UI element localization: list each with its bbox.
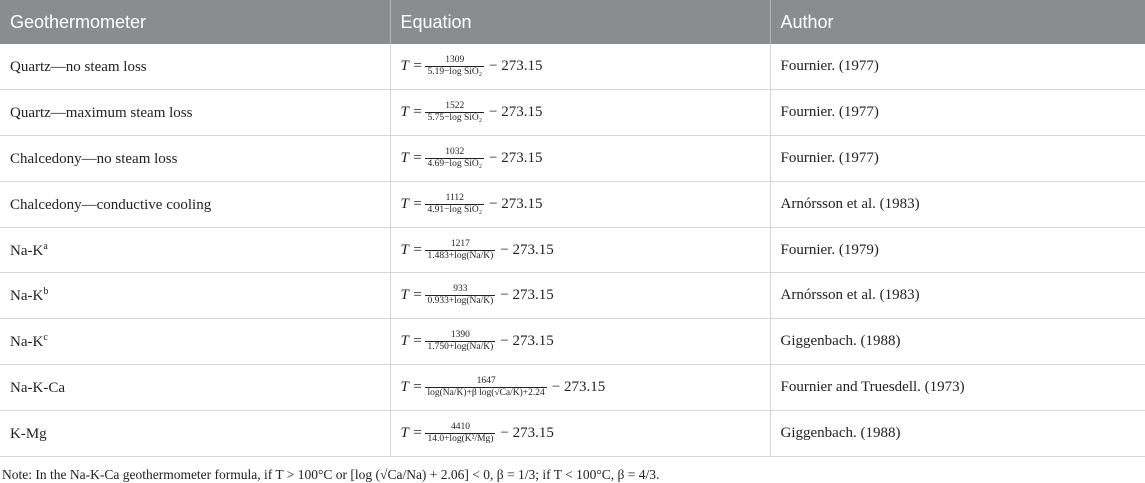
- equation-cell: [390, 273, 770, 319]
- header-author: Author: [780, 11, 834, 32]
- equation-numerator: 1522: [445, 101, 465, 112]
- equation-cell: [390, 44, 770, 90]
- equation-denominator: 4.91−log SiO₂: [427, 204, 483, 215]
- equation-denominator: 0.933+log(Na/K): [427, 296, 494, 307]
- geothermometer-name: Na-K: [10, 334, 44, 351]
- author-cell: Arnórsson et al. (1983): [770, 181, 1145, 227]
- equation-denominator: 5.19−log SiO₂: [427, 67, 483, 78]
- table-note: Note: In the Na-K-Ca geothermometer formula, if T > 100°C or [log (√Ca/Na) + 2.06] < 0, β = 1/3; if T < 100°C, β = 4/3.: [2, 466, 660, 482]
- geothermometer-name: Quartz—maximum steam loss: [10, 105, 193, 122]
- equation-denominator: 5.75−log SiO₂: [427, 113, 483, 124]
- equation-denominator: log(Na/K)+β log(√Ca/K)+2.24: [427, 387, 545, 398]
- equation-offset: − 273.15: [489, 149, 543, 166]
- author-cell: Fournier. (1977): [770, 136, 1145, 182]
- geothermometer-cell: [0, 44, 390, 90]
- equation-cell: [390, 90, 770, 136]
- equation-lhs: T =: [400, 287, 423, 304]
- equation-cell: [390, 136, 770, 182]
- equation-lhs: T =: [400, 58, 423, 75]
- author-cell: Giggenbach. (1988): [770, 319, 1145, 365]
- equation-cell: [390, 365, 770, 411]
- equation-numerator: 933: [453, 284, 468, 295]
- equation-offset: − 273.15: [551, 378, 606, 395]
- author-cell: Fournier. (1979): [770, 227, 1145, 273]
- table-row: [0, 136, 1145, 182]
- equation-fraction: [425, 55, 484, 78]
- equation-cell: [390, 227, 770, 273]
- equation-offset: − 273.15: [500, 241, 554, 258]
- equation-cell: [390, 319, 770, 365]
- equation-lhs: T =: [400, 104, 423, 121]
- equation-fraction: [425, 239, 495, 262]
- equation-denominator: 14.0+log(K²/Mg): [427, 433, 494, 444]
- author-cell: Fournier. (1977): [770, 90, 1145, 136]
- equation-numerator: 1390: [450, 330, 470, 341]
- equation-offset: − 273.15: [489, 195, 543, 212]
- footnote-marker: c: [43, 332, 48, 344]
- equation-fraction: [425, 101, 484, 124]
- geothermometer-cell: [0, 227, 390, 273]
- geothermometer-cell: [0, 136, 390, 182]
- equation-numerator: 1032: [445, 146, 465, 157]
- equation-cell: [390, 410, 770, 456]
- equation-lhs: T =: [400, 241, 423, 258]
- author-cell: Arnórsson et al. (1983): [770, 273, 1145, 319]
- equation-lhs: T =: [400, 424, 423, 441]
- equation-lhs: T =: [400, 149, 423, 166]
- equation-numerator: 1647: [476, 375, 496, 386]
- table-row: [0, 365, 1145, 411]
- geothermometer-name: Na-K-Ca: [10, 379, 65, 396]
- geothermometer-cell: [0, 273, 390, 319]
- equation-fraction: [425, 193, 484, 216]
- equation-lhs: T =: [400, 378, 423, 395]
- geothermometer-cell: [0, 365, 390, 411]
- author-cell: Fournier. (1977): [770, 44, 1145, 90]
- equation-fraction: [425, 330, 495, 353]
- geothermometer-name: Quartz—no steam loss: [10, 59, 147, 76]
- author-cell: Fournier and Truesdell. (1973): [770, 365, 1145, 411]
- equation-numerator: 1217: [450, 238, 470, 249]
- header-geothermometer: Geothermometer: [0, 0, 390, 44]
- header-equation: Equation: [390, 0, 770, 44]
- geothermometer-name: Na-K: [10, 242, 44, 259]
- equation-cell: [390, 181, 770, 227]
- geothermometer-name: Chalcedony—no steam loss: [10, 150, 178, 167]
- table-row: [0, 227, 1145, 273]
- equation-offset: − 273.15: [500, 424, 554, 441]
- geothermometer-cell: [0, 181, 390, 227]
- table-row: [0, 273, 1145, 319]
- equation-offset: − 273.15: [500, 287, 554, 304]
- footnote-marker: b: [43, 286, 49, 298]
- equation-offset: − 273.15: [489, 58, 543, 75]
- equation-denominator: 1.750+log(Na/K): [427, 342, 494, 353]
- geothermometer-name: K-Mg: [10, 425, 47, 442]
- equation-lhs: T =: [400, 333, 423, 350]
- geothermometer-name: Na-K: [10, 288, 44, 305]
- table-header-row: [0, 0, 1145, 44]
- equation-fraction: [425, 376, 546, 399]
- equation-lhs: T =: [400, 195, 423, 212]
- table-row: [0, 319, 1145, 365]
- geothermometer-cell: [0, 90, 390, 136]
- equation-fraction: [425, 147, 484, 170]
- table-row: [0, 44, 1145, 90]
- equation-denominator: 4.69−log SiO₂: [427, 158, 483, 169]
- equation-numerator: 4410: [450, 421, 470, 432]
- equation-fraction: [425, 284, 495, 307]
- table-row: [0, 90, 1145, 136]
- equation-fraction: [425, 422, 495, 445]
- equation-denominator: 1.483+log(Na/K): [427, 250, 494, 261]
- author-cell: Giggenbach. (1988): [770, 410, 1145, 456]
- table-row: [0, 410, 1145, 456]
- footnote-marker: a: [43, 240, 48, 252]
- geothermometer-name: Chalcedony—conductive cooling: [10, 196, 212, 213]
- geothermometer-cell: [0, 319, 390, 365]
- table-row: [0, 181, 1145, 227]
- equation-offset: − 273.15: [500, 333, 554, 350]
- equation-numerator: 1112: [445, 192, 464, 203]
- equation-offset: − 273.15: [489, 104, 543, 121]
- equation-numerator: 1309: [445, 55, 465, 66]
- geothermometer-cell: [0, 410, 390, 456]
